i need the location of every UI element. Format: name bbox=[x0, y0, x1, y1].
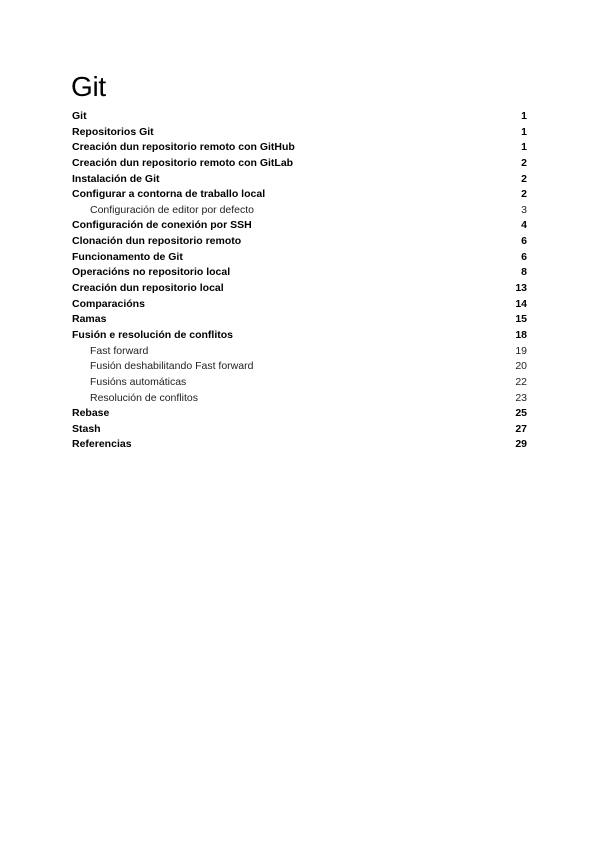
toc-entry-label: Creación dun repositorio local bbox=[72, 282, 224, 295]
toc-page-number: 3 bbox=[521, 203, 527, 216]
toc-page-number: 4 bbox=[521, 219, 527, 232]
toc-entry-label: Repositorios Git bbox=[72, 125, 154, 138]
toc-entry[interactable] bbox=[72, 312, 527, 328]
toc-subentry[interactable] bbox=[72, 391, 527, 407]
toc-entry-label: Instalación de Git bbox=[72, 172, 160, 185]
document-title: Git bbox=[71, 71, 106, 102]
toc-entry-label: Operacións no repositorio local bbox=[72, 266, 231, 279]
toc-entry-label: Comparacións bbox=[72, 297, 145, 310]
toc-entry[interactable] bbox=[72, 406, 527, 422]
toc-page-number: 19 bbox=[515, 344, 527, 357]
toc-page-number: 8 bbox=[521, 266, 527, 279]
toc-page-number: 2 bbox=[521, 156, 527, 169]
toc-entry-label: Creación dun repositorio remoto con GitHub bbox=[72, 141, 295, 154]
toc-entry[interactable] bbox=[72, 218, 527, 234]
toc-page-number: 15 bbox=[515, 313, 527, 326]
toc-page-number: 14 bbox=[515, 297, 527, 310]
toc-subentry[interactable] bbox=[72, 203, 527, 219]
toc-page-number: 25 bbox=[515, 407, 527, 420]
toc-entry-label: Funcionamento de Git bbox=[72, 250, 183, 263]
toc-entry[interactable] bbox=[72, 187, 527, 203]
toc-entry[interactable] bbox=[72, 281, 527, 297]
toc-page-number: 20 bbox=[515, 360, 527, 373]
toc-entry-label: Configurar a contorna de traballo local bbox=[72, 188, 266, 201]
toc-entry[interactable] bbox=[72, 109, 527, 125]
toc-page-number: 29 bbox=[515, 438, 527, 451]
toc-entry-label: Referencias bbox=[72, 438, 132, 451]
toc-entry-label: Git bbox=[72, 110, 87, 122]
toc-entry-label: Fusión e resolución de conflitos bbox=[72, 328, 234, 341]
toc-subentry[interactable] bbox=[72, 375, 527, 391]
toc-page-number: 18 bbox=[515, 328, 527, 341]
toc-entry-label: Fast forward bbox=[90, 344, 149, 357]
toc-page-number: 23 bbox=[515, 391, 527, 404]
toc-subentry[interactable] bbox=[72, 359, 527, 375]
toc-entry-label: Configuración de editor por defecto bbox=[90, 203, 255, 216]
toc-entry-label: Clonación dun repositorio remoto bbox=[72, 235, 242, 248]
toc-entry-label: Rebase bbox=[72, 407, 110, 420]
toc-entry[interactable] bbox=[72, 125, 527, 141]
toc-entry[interactable] bbox=[72, 422, 527, 438]
toc-page-number: 27 bbox=[515, 422, 527, 435]
toc-page-number: 2 bbox=[521, 188, 527, 201]
toc-entry[interactable] bbox=[72, 297, 527, 313]
toc-entry-label: Fusións automáticas bbox=[90, 375, 187, 388]
toc-subentry[interactable] bbox=[72, 344, 527, 360]
toc-entry-label: Configuración de conexión por SSH bbox=[72, 219, 252, 232]
toc-entry[interactable] bbox=[72, 265, 527, 281]
toc-entry[interactable] bbox=[72, 156, 527, 172]
toc-entry[interactable] bbox=[72, 437, 527, 453]
toc-entry-label: Resolución de conflitos bbox=[90, 391, 198, 404]
toc-entry-label: Fusión deshabilitando Fast forward bbox=[90, 360, 254, 373]
toc-entry-label: Stash bbox=[72, 422, 101, 435]
toc-page-number: 22 bbox=[515, 375, 527, 388]
toc-page-number: 1 bbox=[521, 125, 527, 138]
toc-page-number: 1 bbox=[521, 141, 527, 154]
toc-entry[interactable] bbox=[72, 328, 527, 344]
toc-entry[interactable] bbox=[72, 140, 527, 156]
toc-entry[interactable] bbox=[72, 250, 527, 266]
toc-entry-label: Creación dun repositorio remoto con GitLab bbox=[72, 156, 294, 169]
toc-page-number: 1 bbox=[521, 110, 527, 122]
toc-page-number: 6 bbox=[521, 250, 527, 263]
toc-page-number: 13 bbox=[515, 282, 527, 295]
toc-page-number: 2 bbox=[521, 172, 527, 185]
toc-entry[interactable] bbox=[72, 172, 527, 188]
toc-page-number: 6 bbox=[521, 235, 527, 248]
table-of-contents bbox=[72, 109, 527, 453]
toc-entry[interactable] bbox=[72, 234, 527, 250]
toc-entry-label: Ramas bbox=[72, 313, 107, 326]
